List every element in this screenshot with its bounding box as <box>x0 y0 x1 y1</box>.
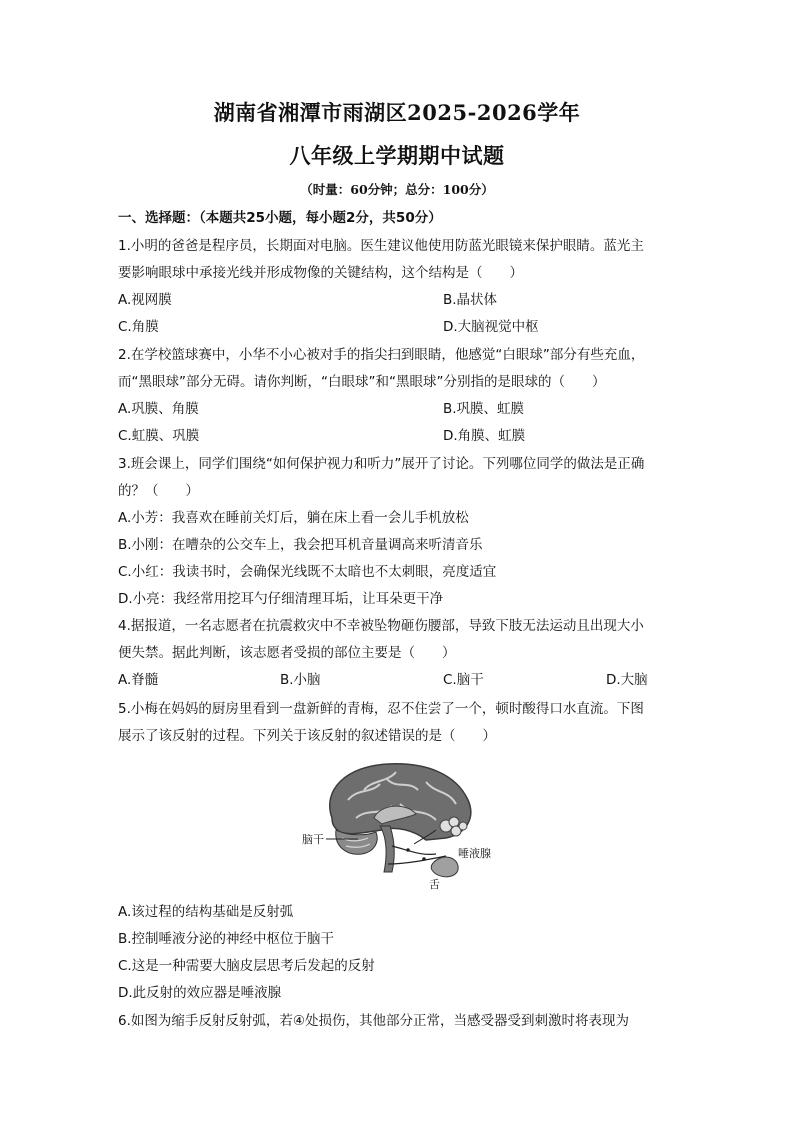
question-2-line1: 2.在学校篮球赛中，小华不小心被对手的指尖扫到眼睛，他感觉“白眼球”部分有些充血， <box>118 347 645 363</box>
label-tongue: 舌 <box>429 878 440 891</box>
question-6-line1: 6.如图为缩手反射反射弧，若④处损伤，其他部分正常，当感受器受到刺激时将表现为 <box>118 1013 629 1029</box>
q2-option-a[interactable]: A.巩膜、角膜 <box>118 401 199 417</box>
reflex-figure <box>296 760 496 895</box>
q5-option-a[interactable]: A.该过程的结构基础是反射弧 <box>118 904 294 920</box>
q5-option-d[interactable]: D.此反射的效应器是唾液腺 <box>118 985 282 1001</box>
exam-title-line1: 湖南省湘潭市雨湖区2025-2026学年 <box>213 100 581 125</box>
q3-option-a[interactable]: A.小芳：我喜欢在睡前关灯后，躺在床上看一会儿手机放松 <box>118 510 469 526</box>
q2-option-d[interactable]: D.角膜、虹膜 <box>443 428 526 444</box>
section-heading: 一、选择题：（本题共25小题，每小题2分，共50分） <box>118 210 442 226</box>
q1-option-a[interactable]: A.视网膜 <box>118 292 172 308</box>
tongue-icon <box>431 857 458 877</box>
exam-title-line2: 八年级上学期期中试题 <box>289 143 505 168</box>
q2-option-c[interactable]: C.虹膜、巩膜 <box>118 428 200 444</box>
q1-option-c[interactable]: C.角膜 <box>118 319 159 335</box>
question-1-line2: 要影响眼球中承接光线并形成物像的关键结构，这个结构是（ ） <box>118 265 523 281</box>
q4-option-d[interactable]: D.大脑 <box>606 672 648 688</box>
q1-option-d[interactable]: D.大脑视觉中枢 <box>443 319 539 335</box>
q4-option-c[interactable]: C.脑干 <box>443 672 484 688</box>
label-salivary-gland: 唾液腺 <box>458 847 491 860</box>
q3-option-b[interactable]: B.小刚：在嘈杂的公交车上，我会把耳机音量调高来听清音乐 <box>118 537 483 553</box>
q4-option-b[interactable]: B.小脑 <box>280 672 321 688</box>
q1-option-b[interactable]: B.晶状体 <box>443 292 498 308</box>
q3-option-d[interactable]: D.小亮：我经常用挖耳勺仔细清理耳垢，让耳朵更干净 <box>118 591 444 607</box>
brain-diagram <box>296 760 496 895</box>
q3-option-c[interactable]: C.小红：我读书时，会确保光线既不太暗也不太刺眼，亮度适宜 <box>118 564 497 580</box>
question-3-line2: 的？（ ） <box>118 483 199 499</box>
question-4-line2: 便失禁。据此判断，该志愿者受损的部位主要是（ ） <box>118 645 456 661</box>
q2-option-b[interactable]: B.巩膜、虹膜 <box>443 401 525 417</box>
question-2-line2: 而“黑眼球”部分无碍。请你判断，“白眼球”和“黑眼球”分别指的是眼球的（ ） <box>118 374 606 390</box>
question-5-line1: 5.小梅在妈妈的厨房里看到一盘新鲜的青梅，忍不住尝了一个，顿时酸得口水直流。下图 <box>118 701 644 717</box>
q5-option-b[interactable]: B.控制唾液分泌的神经中枢位于脑干 <box>118 931 335 947</box>
label-brainstem: 脑干 <box>302 833 324 846</box>
question-5-line2: 展示了该反射的过程。下列关于该反射的叙述错误的是（ ） <box>118 728 496 744</box>
question-4-line1: 4.据报道，一名志愿者在抗震救灾中不幸被坠物砸伤腰部，导致下肢无法运动且出现大小 <box>118 618 644 634</box>
question-3-line1: 3.班会课上，同学们围绕“如何保护视力和听力”展开了讨论。下列哪位同学的做法是正确 <box>118 456 645 472</box>
q4-option-a[interactable]: A.脊髓 <box>118 672 159 688</box>
exam-info: （时量：60分钟；总分：100分） <box>300 182 494 197</box>
question-1-line1: 1.小明的爸爸是程序员，长期面对电脑。医生建议他使用防蓝光眼镜来保护眼睛。蓝光主 <box>118 238 644 254</box>
q5-option-c[interactable]: C.这是一种需要大脑皮层思考后发起的反射 <box>118 958 375 974</box>
